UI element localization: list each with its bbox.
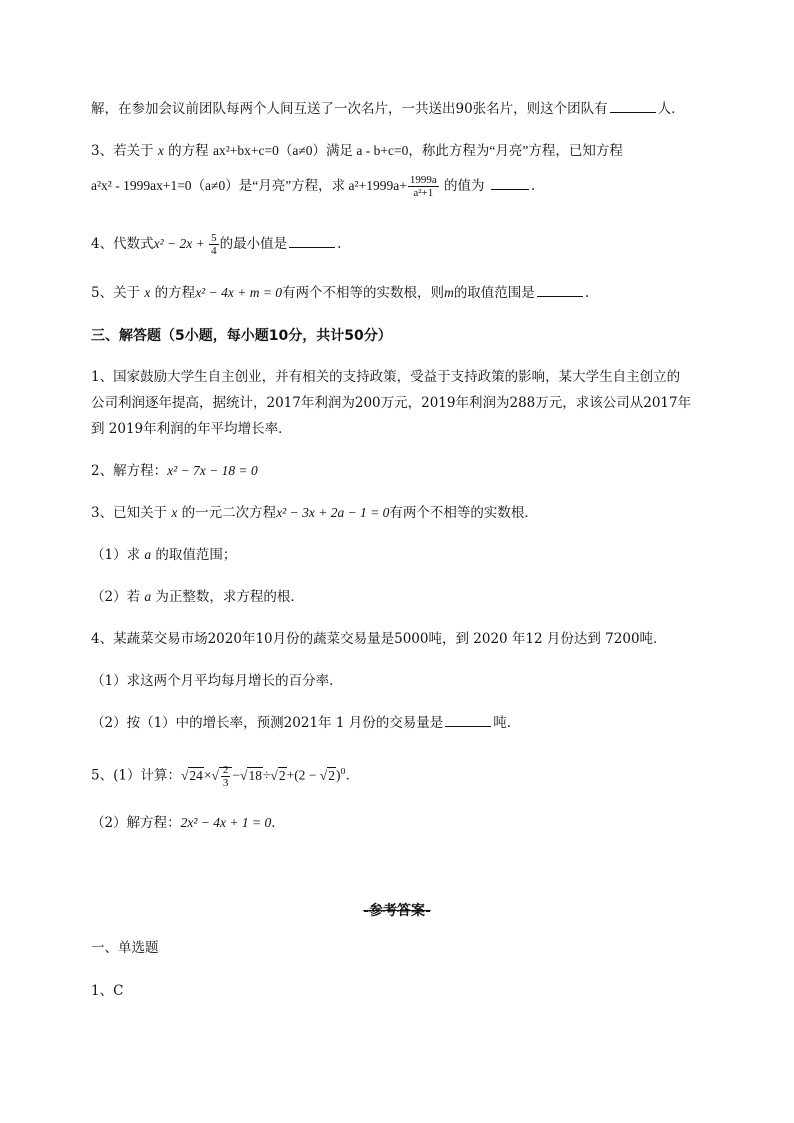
solve-question-1-line-1: 1、国家鼓励大学生自主创业，并有相关的支持政策，受益于支持政策的影响，某大学生自主创立的 bbox=[91, 369, 681, 385]
square-root: √24 bbox=[180, 767, 203, 783]
question-text: 的方程 bbox=[163, 143, 213, 159]
question-4 bbox=[91, 229, 341, 259]
question-text: . bbox=[337, 236, 342, 252]
fraction-numerator: 1999a bbox=[409, 174, 437, 186]
question-text: （1）求 bbox=[91, 547, 145, 563]
math-operator: + bbox=[286, 767, 295, 783]
solve-question-4-part-1: （1）求这两个月平均每月增长的百分率． bbox=[91, 673, 343, 689]
question-text: （2）按（1）中的增长率，预测2021年 1 月份的交易量是 bbox=[91, 715, 444, 731]
question-text: 解，在参加会议前团队每两个人间互送了一次名片，一共送出90张名片，则这个团队有 bbox=[91, 101, 608, 117]
math-variable: x bbox=[171, 505, 178, 520]
math-expression: ) bbox=[335, 767, 341, 783]
radicand: 24 bbox=[189, 767, 203, 783]
solve-question-3-part-1 bbox=[91, 545, 236, 565]
question-text: 为正整数，求方程的根． bbox=[151, 589, 304, 605]
question-text: 5、(1）计算： bbox=[91, 767, 181, 784]
question-text: 5、关于 bbox=[91, 285, 145, 301]
solve-question-5-part-2 bbox=[91, 813, 285, 833]
math-variable: x bbox=[157, 143, 164, 158]
solve-question-1-line-3: 到 2019年利润的年平均增长率． bbox=[91, 421, 292, 437]
question-text: 吨． bbox=[493, 715, 521, 731]
fraction bbox=[209, 232, 219, 257]
solve-question-5-part-1 bbox=[91, 755, 359, 793]
question-text: . bbox=[584, 285, 590, 301]
math-expression: a²x² - 1999ax+1=0（a≠0）是“月亮”方程，求 a²+1999a+ bbox=[91, 178, 407, 193]
question-3-line-2 bbox=[91, 171, 535, 201]
answers-title bbox=[0, 900, 794, 920]
answer-item: 1、C bbox=[91, 983, 124, 999]
math-variable: a bbox=[144, 547, 152, 562]
math-operator: − bbox=[232, 767, 241, 783]
radicand: 18 bbox=[248, 767, 262, 783]
math-expression: x² − 4x + m = 0 bbox=[195, 285, 283, 300]
answer-blank[interactable] bbox=[537, 283, 583, 297]
question-3-line-1 bbox=[91, 141, 623, 161]
answer-blank[interactable] bbox=[610, 99, 656, 113]
solve-question-3-part-2 bbox=[91, 587, 304, 607]
fraction-denominator: a²+1 bbox=[413, 187, 434, 199]
question-text: . bbox=[530, 178, 536, 194]
question-text: 3、若关于 bbox=[91, 143, 158, 159]
radicand: 2 bbox=[328, 767, 335, 783]
question-text: 的最小值是 bbox=[219, 236, 288, 252]
answer-blank[interactable] bbox=[445, 713, 491, 727]
math-expression: x² − 7x − 18 = 0 bbox=[167, 463, 258, 478]
solve-question-4-part-2 bbox=[91, 713, 520, 733]
question-5 bbox=[91, 283, 589, 303]
question-text: 有两个不相等的实数根． bbox=[389, 505, 538, 521]
math-expression: x² − 3x + 2a − 1 = 0 bbox=[276, 505, 390, 520]
math-operator: ÷ bbox=[262, 767, 271, 783]
math-expression: ax²+bx+c=0（a≠0）满足 a - b+c=0，称此方程为“月亮”方程，已知方程 bbox=[212, 143, 623, 158]
question-text: 有两个不相等的实数根，则 bbox=[282, 285, 445, 301]
question-text: 4、代数式 bbox=[91, 236, 154, 252]
square-root: √2 bbox=[319, 767, 335, 783]
question-text: 的方程 bbox=[150, 285, 196, 301]
question-text: 3、已知关于 bbox=[91, 505, 172, 521]
exponent: 0 bbox=[340, 767, 346, 776]
fraction-denominator: 4 bbox=[211, 245, 217, 257]
math-expression: x² − 2x + bbox=[153, 236, 209, 251]
solve-question-4: 4、某蔬菜交易市场2020年10月份的蔬菜交易量是5000吨，到 2020 年12 月份达到 7200吨． bbox=[91, 631, 667, 647]
question-text: 的取值范围是 bbox=[453, 285, 535, 301]
question-text: （2）解方程： bbox=[91, 815, 181, 831]
question-text: 2、解方程： bbox=[91, 463, 168, 479]
question-text: ． bbox=[345, 767, 360, 784]
question-text: 的取值范围； bbox=[151, 547, 237, 563]
math-expression: 2x² − 4x + 1 = 0 bbox=[180, 815, 272, 830]
square-root: √2 bbox=[270, 767, 286, 783]
fraction-denominator: 3 bbox=[222, 776, 229, 789]
answers-title-text: -参考答案- bbox=[363, 903, 431, 919]
question-2-tail bbox=[91, 99, 685, 119]
square-root: √18 bbox=[240, 767, 262, 783]
square-root: √ $\frac{2}{3}$ bbox=[212, 759, 233, 793]
math-expression: (2 − bbox=[294, 767, 320, 783]
question-text: 的一元二次方程 bbox=[177, 505, 277, 521]
question-text: 人． bbox=[657, 101, 685, 117]
question-text: ． bbox=[271, 815, 285, 831]
math-operator: × bbox=[203, 767, 212, 783]
fraction bbox=[408, 174, 439, 199]
section-title: 三、解答题（5小题，每小题10分，共计50分） bbox=[91, 328, 392, 344]
radicand: 2 bbox=[278, 767, 286, 783]
answers-section-title: 一、单选题 bbox=[91, 940, 159, 956]
solve-question-1-line-2: 公司利润逐年提高，据统计，2017年利润为200万元，2019年利润为288万元，求该公司从2017年 bbox=[91, 395, 692, 411]
solve-question-3 bbox=[91, 503, 538, 523]
math-variable: m bbox=[444, 285, 454, 300]
question-text: （2）若 bbox=[91, 589, 145, 605]
question-text: 的值为 bbox=[439, 178, 489, 194]
math-variable: a bbox=[144, 589, 152, 604]
answer-blank[interactable] bbox=[289, 234, 335, 248]
fraction-numerator: 2 bbox=[222, 763, 229, 776]
math-variable: x bbox=[144, 285, 151, 300]
fraction-numerator: 5 bbox=[211, 232, 217, 244]
answer-blank[interactable] bbox=[491, 176, 529, 190]
fraction bbox=[221, 764, 231, 789]
solve-question-2 bbox=[91, 461, 258, 481]
